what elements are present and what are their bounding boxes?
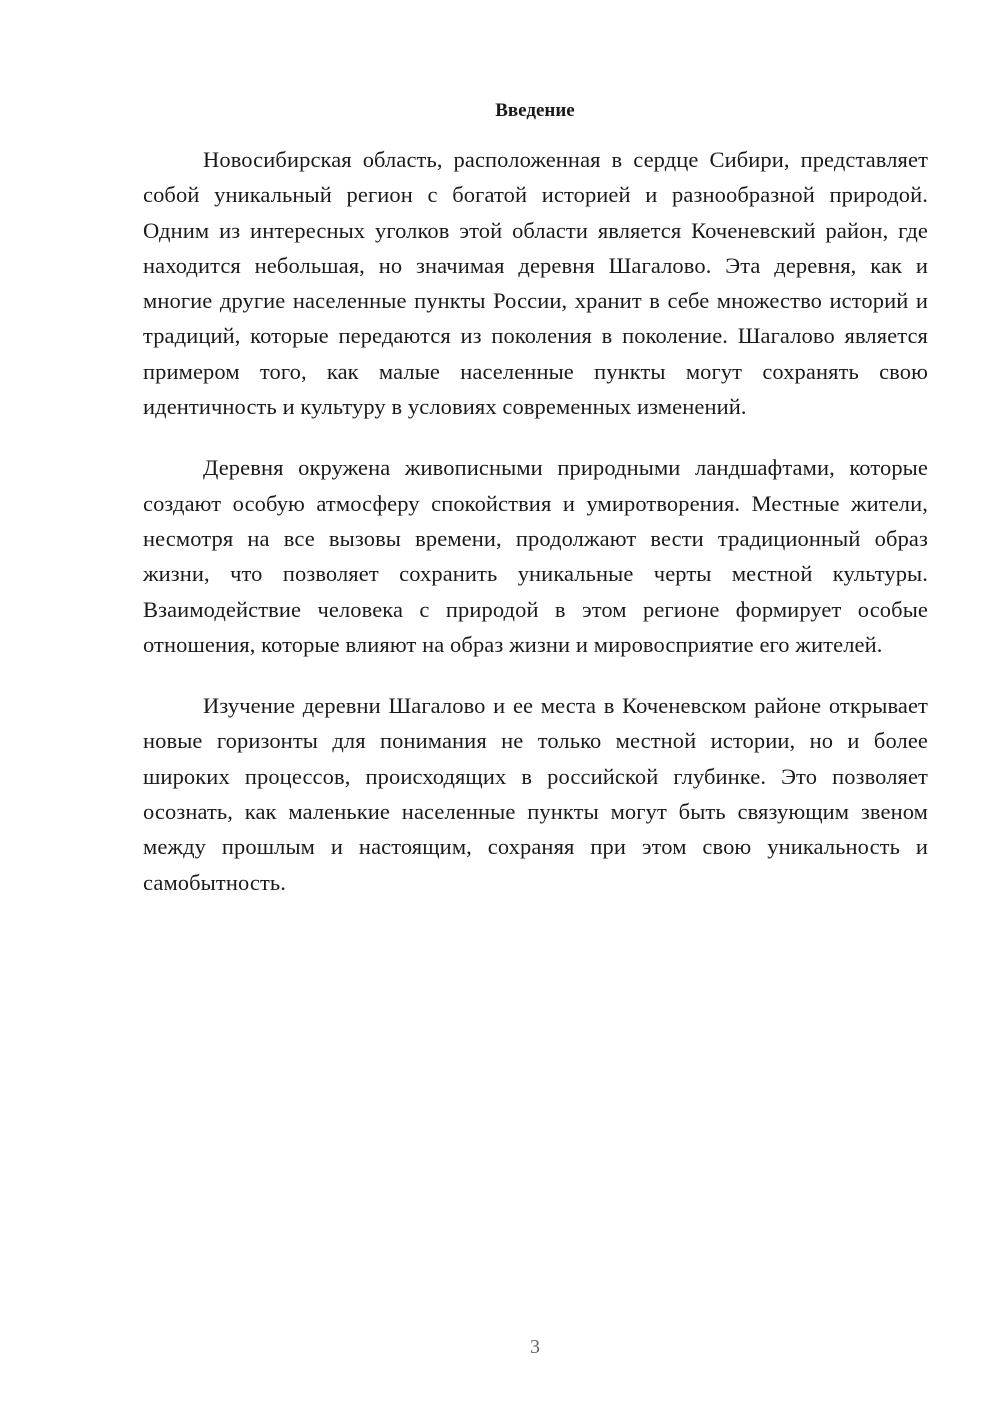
- paragraph-2: Деревня окружена живописными природными ландшафтами, которые создают особую атмосферу спокойствия и умиротворения. Местные жители, несмотря на все вызовы времени, продолжают вести традиционный образ жизни, что позволяет сохранить уникальные черты местной культуры. Взаимодействие человека с природой в этом регионе формирует особые отношения, которые влияют на образ жизни и мировосприятие его жителей.: [143, 455, 928, 657]
- body-text: [143, 142, 928, 900]
- page-number: 3: [530, 1336, 540, 1358]
- paragraph-3: Изучение деревни Шагалово и ее места в Коченевском районе открывает новые горизонты для понимания не только местной истории, но и более широких процессов, происходящих в российской глубинке. Это позволяет осознать, как маленькие населенные пункты могут быть связующим звеном между прошлым и настоящим, сохраняя при этом свою уникальность и самобытность.: [143, 693, 928, 895]
- paragraph-1: Новосибирская область, расположенная в сердце Сибири, представляет собой уникальный регион с богатой историей и разнообразной природой. Одним из интересных уголков этой области является Коченевский район, где находится небольшая, но значимая деревня Шагалово. Эта деревня, как и многие другие населенные пункты России, хранит в себе множество историй и традиций, которые передаются из поколения в поколение. Шагалово является примером того, как малые населенные пункты могут сохранять свою идентичность и культуру в условиях современных изменений.: [143, 147, 928, 420]
- section-title: Введение: [495, 100, 575, 121]
